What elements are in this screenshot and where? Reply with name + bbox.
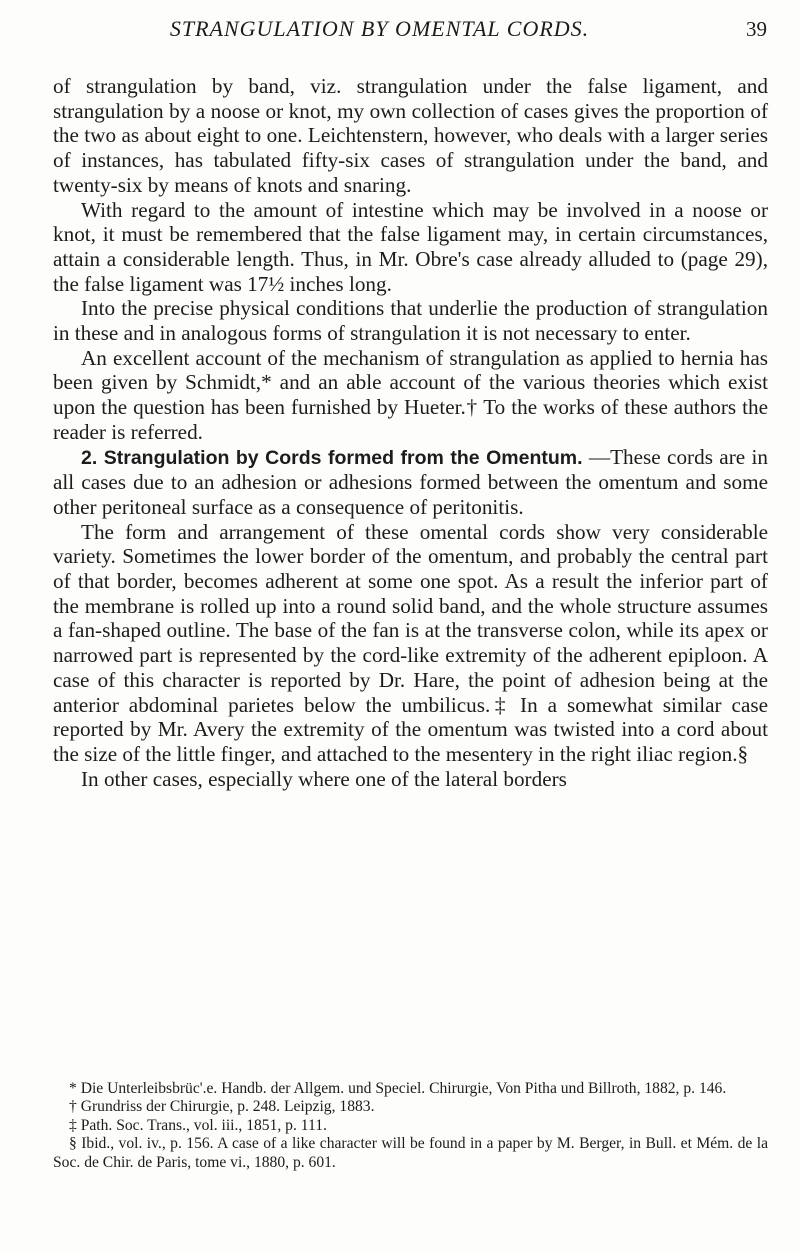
section-lead-text: —These cords are in all cases due to an adhesion or adhesions formed between the omentum and some other peritoneal surface as a consequence of peritonitis. bbox=[53, 444, 769, 519]
footnote: ‡ Path. Soc. Trans., vol. iii., 1851, p. 111. bbox=[69, 1116, 327, 1134]
paragraph: of strangulation by band, viz. strangulation under the false ligament, and strangulation by a noose or knot, my own collection of cases gives the proportion of the two as about eight to one. Leichtenstern, however, who deals with a larger series of instances, has tabulated fifty-six cases of strangulation under the band, and twenty-six by means of knots and snaring. bbox=[53, 74, 768, 197]
footnote: § Ibid., vol. iv., p. 156. A case of a like character will be found in a paper by M. Berger, in Bull. et Mém. de la Soc. de Chir. de Paris, tome vi., 1880, p. 601. bbox=[53, 1135, 768, 1171]
paragraph: The form and arrangement of these omental cords show very considerable variety. Sometimes the lower border of the omentum, and probably the central part of that border, becomes adherent at some one spot. As a result the inferior part of the membrane is rolled up into a round solid band, and the whole structure assumes a fan-shaped outline. The base of the fan is at the transverse colon, while its apex or narrowed part is represented by the cord-like extremity of the adherent epiploon. A case of this character is reported by Dr. Hare, the point of adhesion being at the anterior abdominal parietes below the umbilicus.‡ In a somewhat similar case reported by Mr. Avery the extremity of the omentum was twisted into a cord about the size of the little finger, and attached to the mesentery in the right iliac region.§ bbox=[53, 519, 768, 766]
paragraph: With regard to the amount of intestine which may be involved in a noose or knot, it must be remembered that the false ligament may, in certain circumstances, attain a considerable length. Thus, in Mr. Obre's case already alluded to (page 29), the false ligament was 17½ inches long. bbox=[53, 197, 768, 296]
footnotes bbox=[53, 1080, 768, 1172]
paragraph: Into the precise physical conditions that underlie the production of strangulation in these and in analogous forms of strangulation it is not necessary to enter. bbox=[53, 296, 768, 346]
page-header bbox=[52, 14, 767, 44]
running-head: STRANGULATION BY OMENTAL CORDS. bbox=[169, 16, 590, 41]
body-text bbox=[53, 74, 768, 791]
footnote: * Die Unterleibsbrüc'.e. Handb. der Allgem. und Speciel. Chirurgie, Von Pitha und Billroth, 1882, p. 146. bbox=[69, 1080, 727, 1097]
paragraph: In other cases, especially where one of the lateral borders bbox=[81, 766, 567, 791]
paragraph: An excellent account of the mechanism of strangulation as applied to hernia has been given by Schmidt,* and an able account of the various theories which exist upon the question has been furnished by Hueter.† To the works of these authors the reader is referred. bbox=[53, 345, 768, 444]
page-number: 39 bbox=[746, 17, 767, 41]
footnote: † Grundriss der Chirurgie, p. 248. Leipzig, 1883. bbox=[69, 1098, 375, 1116]
section-heading: 2. Strangulation by Cords formed from the Omentum. bbox=[81, 446, 583, 469]
section-paragraph bbox=[53, 445, 768, 520]
